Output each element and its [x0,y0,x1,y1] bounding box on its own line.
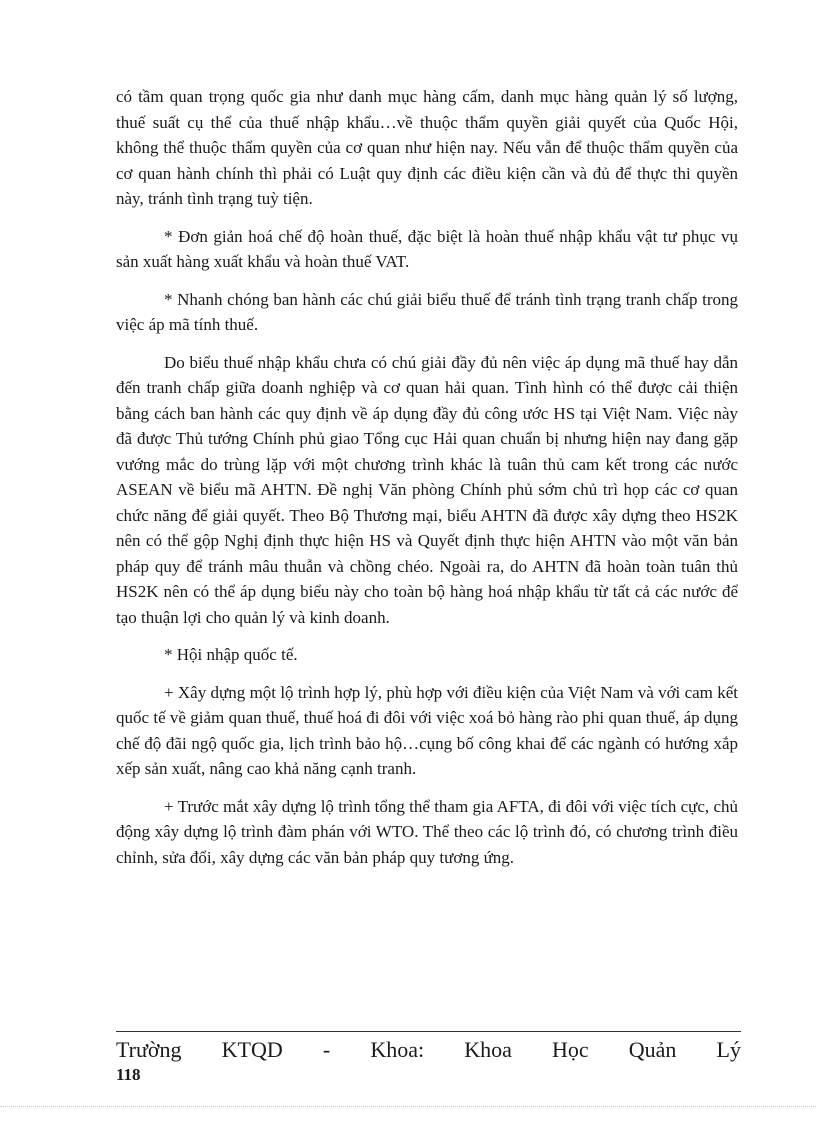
footer-word-7: Quản [628,1037,677,1062]
page-bottom-border [0,1106,816,1107]
footer-text [116,1036,741,1064]
paragraph-6: + Xây dựng một lộ trình hợp lý, phù hợp với điều kiện của Việt Nam và với cam kết quốc tế về giảm quan thuế, thuế hoá đi đôi với việc xoá bỏ hàng rào phi quan thuế, áp dụng chế độ đãi ngộ quốc gia, lịch trình bảo hộ…cụng bố công khai để các ngành có hướng xắp xếp sản xuất, nâng cao khả năng cạnh tranh. [116,682,738,778]
footer-word-5: Khoa [464,1037,512,1062]
paragraph-2: * Đơn giản hoá chế độ hoàn thuế, đặc biệt là hoàn thuế nhập khẩu vật tư phục vụ sản xuất hàng xuất khẩu và hoàn thuế VAT. [116,226,738,271]
document-body [116,84,738,882]
footer-word-2: KTQD [221,1037,283,1062]
paragraph-5: * Hội nhập quốc tế. [164,645,298,664]
paragraph-4: Do biểu thuế nhập khẩu chưa có chú giải đầy đủ nên việc áp dụng mã thuế hay dẫn đến tranh chấp giữa doanh nghiệp và cơ quan hải quan. Tình hình có thể được cải thiện bằng cách ban hành các quy định về áp dụng đầy đủ công ước HS tại Việt Nam. Việc này đã được Thủ tướng Chính phủ giao Tổng cục Hải quan chuẩn bị nhưng hiện nay đang gặp vướng mắc do trùng lặp với một chương trình khác là tuân thủ cam kết trong các nước ASEAN về biểu mã AHTN. Đề nghị Văn phòng Chính phủ sớm chủ trì họp các cơ quan chức năng để giải quyết. Theo Bộ Thương mại, biểu AHTN đã được xây dựng theo HS2K nên có thể gộp Nghị định thực hiện HS và Quyết định thực hiện AHTN vào một văn bản pháp quy để tránh mâu thuẫn và chồng chéo. Ngoài ra, do AHTN đã hoàn toàn tuân thủ HS2K nên có thể áp dụng biểu này cho toàn bộ hàng hoá nhập khẩu từ tất cả các nước để tạo thuận lợi cho quản lý và kinh doanh. [116,352,738,627]
page-number: 118 [116,1065,141,1084]
footer-word-1: Trường [116,1037,182,1062]
paragraph-3: * Nhanh chóng ban hành các chú giải biểu thuế để tránh tình trạng tranh chấp trong việc áp mã tính thuế. [116,289,738,334]
paragraph-7: + Trước mắt xây dựng lộ trình tổng thể tham gia AFTA, đi đôi với việc tích cực, chủ động xây dựng lộ trình đàm phán với WTO. Thể theo các lộ trình đó, có chương trình điều chỉnh, sửa đổi, xây dựng các văn bản pháp quy tương ứng. [116,796,738,867]
footer-word-6: Học [551,1037,589,1062]
footer-word-8: Lý [716,1037,741,1062]
footer-word-3: - [322,1037,331,1062]
paragraph-1: có tầm quan trọng quốc gia như danh mục hàng cấm, danh mục hàng quản lý số lượng, thuế suất cụ thể của thuế nhập khẩu…về thuộc thẩm quyền giải quyết của Quốc Hội, không thể thuộc thẩm quyền của cơ quan như hiện nay. Nếu vẫn để thuộc thẩm quyền của cơ quan hành chính thì phải có Luật quy định các điều kiện cần và đủ để thực thi quyền này, tránh tình trạng tuỳ tiện. [116,87,738,208]
footer-word-4: Khoa: [370,1037,425,1062]
footer-divider [116,1031,741,1032]
